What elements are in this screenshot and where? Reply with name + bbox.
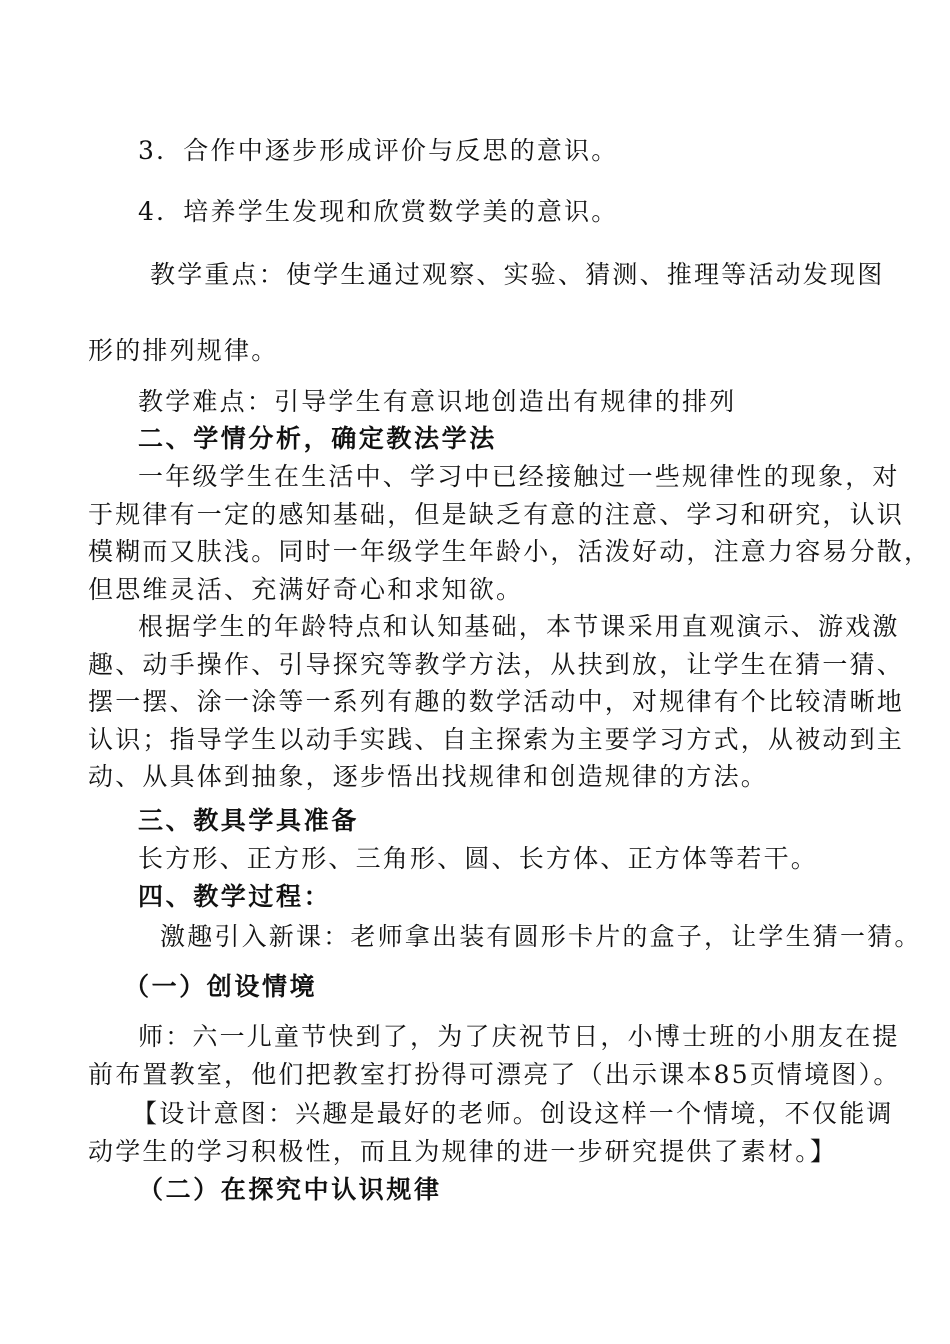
objective-4: 4．培养学生发现和欣赏数学美的意识。 [138, 197, 619, 226]
design-intent [88, 1095, 894, 1170]
paragraph-line: 认识；指导学生以动手实践、自主探索为主要学习方式，从被动到主 [88, 724, 905, 754]
paragraph-line: 摆一摆、涂一涂等一系列有趣的数学活动中，对规律有个比较清晰地 [88, 687, 905, 716]
section4-intro: 激趣引入新课：老师拿出装有圆形卡片的盒子，让学生猜一猜。 [160, 922, 922, 951]
section2-paragraph-2 [88, 608, 905, 796]
key-point-line1: 教学重点：使学生通过观察、实验、猜测、推理等活动发现图 [150, 260, 885, 289]
paragraph-line: 师：六一儿童节快到了，为了庆祝节日，小博士班的小朋友在提 [138, 1022, 900, 1051]
section4-heading: 四、教学过程： [138, 882, 332, 911]
subsection2-heading: （二）在探究中认识规律 [138, 1175, 442, 1204]
difficulty: 教学难点：引导学生有意识地创造出有规律的排列 [138, 387, 737, 416]
section2-heading: 二、学情分析，确定教法学法 [138, 424, 497, 453]
paragraph-line: 动学生的学习积极性，而且为规律的进一步研究提供了素材。】 [88, 1136, 838, 1166]
paragraph-line: 前布置教室，他们把教室打扮得可漂亮了（出示课本85页情境图）。 [88, 1059, 901, 1089]
section3-text: 长方形、正方形、三角形、圆、长方体、正方体等若干。 [138, 844, 819, 873]
paragraph-line: 模糊而又肤浅。同时一年级学生年龄小，活泼好动，注意力容易分散， [88, 537, 932, 566]
paragraph-line: 于规律有一定的感知基础，但是缺乏有意的注意、学习和研究，认识 [88, 499, 905, 529]
objective-3: 3．合作中逐步形成评价与反思的意识。 [138, 136, 619, 165]
paragraph-line: 一年级学生在生活中、学习中已经接触过一些规律性的现象，对 [138, 462, 900, 491]
subsection1-paragraph [88, 1018, 901, 1093]
paragraph-line: 动、从具体到抽象，逐步悟出找规律和创造规律的方法。 [88, 762, 769, 791]
key-point-line2: 形的排列规律。 [88, 336, 279, 365]
paragraph-line: 根据学生的年龄特点和认知基础，本节课采用直观演示、游戏激 [138, 612, 900, 641]
paragraph-line: 【设计意图：兴趣是最好的老师。创设这样一个情境，不仅能调 [132, 1099, 894, 1128]
section2-paragraph-1 [88, 458, 932, 608]
paragraph-line: 但思维灵活、充满好奇心和求知欲。 [88, 574, 524, 604]
section3-heading: 三、教具学具准备 [138, 806, 359, 835]
subsection1-heading: （一）创设情境 [124, 972, 318, 1001]
paragraph-line: 趣、动手操作、引导探究等教学方法，从扶到放，让学生在猜一猜、 [88, 649, 905, 679]
